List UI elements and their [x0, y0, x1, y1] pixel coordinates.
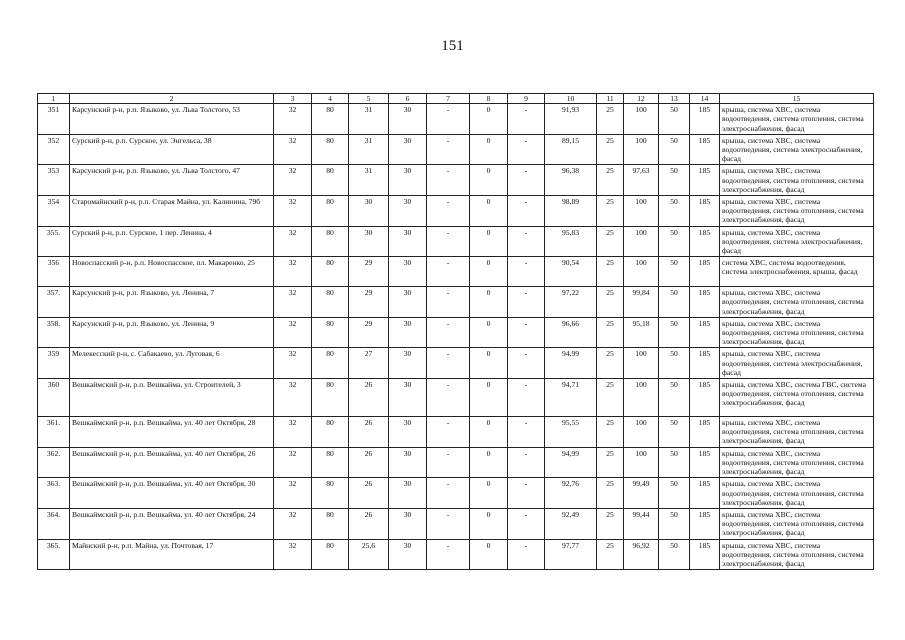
table-row	[38, 478, 874, 509]
value-cell: -	[427, 226, 470, 257]
value-cell: 0	[470, 508, 508, 539]
column-header: 10	[545, 94, 597, 104]
table-row	[38, 508, 874, 539]
value-cell: 100	[624, 348, 659, 379]
value-cell: 31	[349, 104, 389, 135]
column-header: 7	[427, 94, 470, 104]
value-cell: 50	[659, 539, 690, 570]
value-cell: 92,49	[545, 508, 597, 539]
row-number: 351	[38, 104, 70, 135]
address-cell: Карсунский р-н, р.п. Языково, ул. Льва Толстого, 47	[70, 165, 274, 196]
value-cell: 185	[690, 257, 720, 287]
address-cell: Сурский р-н, р.п. Сурское, ул. Энгельса, 38	[70, 134, 274, 165]
works-cell: крыша, система ХВС, система водоотведения, система электроснабжения, фасад	[720, 348, 874, 379]
row-number: 360	[38, 379, 70, 417]
value-cell: 185	[690, 104, 720, 135]
column-header: 9	[508, 94, 545, 104]
column-header: 2	[70, 94, 274, 104]
value-cell: 50	[659, 379, 690, 417]
value-cell: 90,54	[545, 257, 597, 287]
value-cell: 96,66	[545, 317, 597, 348]
value-cell: 32	[274, 539, 312, 570]
column-header: 15	[720, 94, 874, 104]
table-row	[38, 379, 874, 417]
value-cell: 26	[349, 417, 389, 448]
value-cell: -	[508, 447, 545, 478]
value-cell: 30	[389, 539, 427, 570]
value-cell: 99,84	[624, 287, 659, 318]
value-cell: 25	[597, 379, 624, 417]
value-cell: 32	[274, 379, 312, 417]
value-cell: 185	[690, 539, 720, 570]
value-cell: 100	[624, 134, 659, 165]
value-cell: -	[508, 539, 545, 570]
row-number: 362.	[38, 447, 70, 478]
value-cell: 31	[349, 165, 389, 196]
value-cell: 80	[312, 447, 349, 478]
row-number: 357.	[38, 287, 70, 318]
value-cell: 32	[274, 104, 312, 135]
value-cell: 80	[312, 478, 349, 509]
address-cell: Вешкаймский р-н, р.п. Вешкайма, ул. 40 лет Октября, 24	[70, 508, 274, 539]
table-row	[38, 104, 874, 135]
row-number: 353	[38, 165, 70, 196]
value-cell: 185	[690, 447, 720, 478]
value-cell: 25	[597, 104, 624, 135]
value-cell: -	[508, 287, 545, 318]
value-cell: -	[427, 317, 470, 348]
value-cell: 0	[470, 379, 508, 417]
value-cell: 185	[690, 317, 720, 348]
column-header: 3	[274, 94, 312, 104]
column-header: 12	[624, 94, 659, 104]
value-cell: 100	[624, 257, 659, 287]
column-header: 13	[659, 94, 690, 104]
value-cell: 50	[659, 348, 690, 379]
value-cell: 99,44	[624, 508, 659, 539]
value-cell: -	[508, 104, 545, 135]
column-header: 4	[312, 94, 349, 104]
value-cell: -	[508, 134, 545, 165]
works-cell: крыша, система ХВС, система водоотведения, система электроснабжения, фасад	[720, 226, 874, 257]
table-row	[38, 539, 874, 570]
value-cell: 26	[349, 447, 389, 478]
address-cell: Сурский р-н, р.п. Сурское, 1 пер. Ленина, 4	[70, 226, 274, 257]
value-cell: 50	[659, 317, 690, 348]
value-cell: 26	[349, 478, 389, 509]
row-number: 364.	[38, 508, 70, 539]
address-cell: Старомайнский р-н, р.п. Старая Майна, ул. Калинина, 79б	[70, 196, 274, 227]
value-cell: 29	[349, 287, 389, 318]
works-cell: крыша, система ХВС, система водоотведения, система отопления, система электроснабжения, фасад	[720, 478, 874, 509]
value-cell: 25	[597, 165, 624, 196]
value-cell: 80	[312, 257, 349, 287]
value-cell: 0	[470, 287, 508, 318]
value-cell: -	[427, 196, 470, 227]
value-cell: 26	[349, 379, 389, 417]
value-cell: 30	[389, 508, 427, 539]
value-cell: -	[508, 226, 545, 257]
value-cell: 50	[659, 447, 690, 478]
value-cell: 26	[349, 508, 389, 539]
works-cell: крыша, система ХВС, система водоотведения, система отопления, система электроснабжения, фасад	[720, 165, 874, 196]
value-cell: 94,99	[545, 348, 597, 379]
value-cell: 32	[274, 226, 312, 257]
value-cell: 80	[312, 508, 349, 539]
value-cell: -	[427, 134, 470, 165]
value-cell: 25	[597, 317, 624, 348]
address-cell: Вешкаймский р-н, р.п. Вешкайма, ул. Строителей, 3	[70, 379, 274, 417]
value-cell: -	[427, 348, 470, 379]
value-cell: 30	[389, 165, 427, 196]
value-cell: 100	[624, 104, 659, 135]
value-cell: 98,89	[545, 196, 597, 227]
value-cell: 96,38	[545, 165, 597, 196]
value-cell: 89,15	[545, 134, 597, 165]
value-cell: -	[508, 417, 545, 448]
row-number: 355.	[38, 226, 70, 257]
value-cell: 32	[274, 317, 312, 348]
column-header: 11	[597, 94, 624, 104]
value-cell: 30	[389, 317, 427, 348]
value-cell: -	[427, 447, 470, 478]
value-cell: 50	[659, 134, 690, 165]
address-cell: Вешкаймский р-н, р.п. Вешкайма, ул. 40 лет Октября, 26	[70, 447, 274, 478]
value-cell: 50	[659, 165, 690, 196]
works-cell: система ХВС, система водоотведения, система электроснабжения, крыша, фасад	[720, 257, 874, 287]
value-cell: 32	[274, 447, 312, 478]
value-cell: -	[508, 165, 545, 196]
value-cell: 100	[624, 226, 659, 257]
value-cell: -	[427, 417, 470, 448]
value-cell: 80	[312, 165, 349, 196]
value-cell: -	[508, 257, 545, 287]
value-cell: 50	[659, 287, 690, 318]
address-cell: Майнский р-н, р.п. Майна, ул. Почтовая, 17	[70, 539, 274, 570]
value-cell: 29	[349, 257, 389, 287]
value-cell: 30	[389, 417, 427, 448]
works-cell: крыша, система ХВС, система водоотведения, система отопления, система электроснабжения, фасад	[720, 539, 874, 570]
value-cell: 30	[349, 196, 389, 227]
value-cell: 25	[597, 478, 624, 509]
value-cell: 96,92	[624, 539, 659, 570]
repair-schedule-table	[37, 93, 874, 570]
value-cell: 100	[624, 196, 659, 227]
value-cell: -	[427, 287, 470, 318]
value-cell: -	[508, 379, 545, 417]
value-cell: -	[508, 317, 545, 348]
value-cell: 30	[389, 287, 427, 318]
value-cell: 25	[597, 508, 624, 539]
value-cell: 30	[389, 257, 427, 287]
works-cell: крыша, система ХВС, система водоотведения, система электроснабжения, фасад	[720, 134, 874, 165]
value-cell: 80	[312, 348, 349, 379]
value-cell: 30	[349, 226, 389, 257]
address-cell: Вешкаймский р-н, р.п. Вешкайма, ул. 40 лет Октября, 30	[70, 478, 274, 509]
works-cell: крыша, система ХВС, система водоотведения, система отопления, система электроснабжения, фасад	[720, 417, 874, 448]
value-cell: 0	[470, 134, 508, 165]
value-cell: 99,49	[624, 478, 659, 509]
column-header: 14	[690, 94, 720, 104]
value-cell: 50	[659, 508, 690, 539]
value-cell: 97,22	[545, 287, 597, 318]
value-cell: 32	[274, 134, 312, 165]
value-cell: 0	[470, 317, 508, 348]
value-cell: 25,6	[349, 539, 389, 570]
value-cell: 25	[597, 417, 624, 448]
value-cell: 0	[470, 165, 508, 196]
value-cell: 92,76	[545, 478, 597, 509]
address-cell: Вешкаймский р-н, р.п. Вешкайма, ул. 40 лет Октября, 28	[70, 417, 274, 448]
address-cell: Карсунский р-н, р.п. Языково, ул. Ленина, 7	[70, 287, 274, 318]
table-row	[38, 134, 874, 165]
row-number: 356	[38, 257, 70, 287]
value-cell: -	[427, 539, 470, 570]
address-cell: Новоспасский р-н, р.п. Новоспасское, пл. Макаренко, 25	[70, 257, 274, 287]
value-cell: 30	[389, 104, 427, 135]
value-cell: 27	[349, 348, 389, 379]
page-number: 151	[441, 38, 464, 54]
value-cell: 0	[470, 447, 508, 478]
value-cell: -	[427, 379, 470, 417]
value-cell: 50	[659, 104, 690, 135]
column-header: 1	[38, 94, 70, 104]
row-number: 354	[38, 196, 70, 227]
value-cell: -	[508, 478, 545, 509]
value-cell: 0	[470, 478, 508, 509]
works-cell: крыша, система ХВС, система водоотведения, система отопления, система электроснабжения, фасад	[720, 508, 874, 539]
value-cell: 30	[389, 348, 427, 379]
value-cell: 95,18	[624, 317, 659, 348]
value-cell: 50	[659, 226, 690, 257]
table-row	[38, 196, 874, 227]
value-cell: 80	[312, 379, 349, 417]
value-cell: 185	[690, 134, 720, 165]
value-cell: 0	[470, 348, 508, 379]
table-row	[38, 417, 874, 448]
value-cell: 94,99	[545, 447, 597, 478]
works-cell: крыша, система ХВС, система водоотведения, система отопления, система электроснабжения, фасад	[720, 447, 874, 478]
table-row	[38, 257, 874, 287]
value-cell: 30	[389, 478, 427, 509]
value-cell: 25	[597, 539, 624, 570]
value-cell: 80	[312, 317, 349, 348]
value-cell: 185	[690, 478, 720, 509]
value-cell: 25	[597, 134, 624, 165]
value-cell: 0	[470, 257, 508, 287]
value-cell: 95,83	[545, 226, 597, 257]
value-cell: 0	[470, 226, 508, 257]
table-row	[38, 226, 874, 257]
value-cell: 185	[690, 226, 720, 257]
table-row	[38, 165, 874, 196]
value-cell: 97,77	[545, 539, 597, 570]
value-cell: -	[427, 104, 470, 135]
value-cell: 94,71	[545, 379, 597, 417]
table-row	[38, 287, 874, 318]
value-cell: 32	[274, 348, 312, 379]
value-cell: 25	[597, 447, 624, 478]
value-cell: 32	[274, 508, 312, 539]
value-cell: 185	[690, 508, 720, 539]
address-cell: Карсунский р-н, р.п. Языково, ул. Льва Толстого, 53	[70, 104, 274, 135]
value-cell: 80	[312, 104, 349, 135]
value-cell: 80	[312, 134, 349, 165]
value-cell: 30	[389, 196, 427, 227]
value-cell: 25	[597, 257, 624, 287]
value-cell: 80	[312, 226, 349, 257]
row-number: 365.	[38, 539, 70, 570]
works-cell: крыша, система ХВС, система водоотведения, система отопления, система электроснабжения, фасад	[720, 317, 874, 348]
value-cell: 50	[659, 196, 690, 227]
value-cell: 100	[624, 417, 659, 448]
value-cell: 185	[690, 348, 720, 379]
value-cell: 30	[389, 134, 427, 165]
value-cell: 91,93	[545, 104, 597, 135]
value-cell: 32	[274, 257, 312, 287]
value-cell: 0	[470, 539, 508, 570]
value-cell: 32	[274, 417, 312, 448]
value-cell: 50	[659, 478, 690, 509]
value-cell: -	[427, 257, 470, 287]
value-cell: 95,55	[545, 417, 597, 448]
column-header: 5	[349, 94, 389, 104]
value-cell: -	[427, 508, 470, 539]
address-cell: Карсунский р-н, р.п. Языково, ул. Ленина, 9	[70, 317, 274, 348]
value-cell: 32	[274, 196, 312, 227]
works-cell: крыша, система ХВС, система водоотведения, система отопления, система электроснабжения, фасад	[720, 104, 874, 135]
value-cell: 0	[470, 104, 508, 135]
value-cell: 31	[349, 134, 389, 165]
value-cell: 185	[690, 379, 720, 417]
value-cell: 80	[312, 539, 349, 570]
column-header: 8	[470, 94, 508, 104]
value-cell: 30	[389, 379, 427, 417]
value-cell: 100	[624, 447, 659, 478]
value-cell: 29	[349, 317, 389, 348]
works-cell: крыша, система ХВС, система водоотведения, система отопления, система электроснабжения, фасад	[720, 287, 874, 318]
value-cell: 25	[597, 226, 624, 257]
row-number: 363.	[38, 478, 70, 509]
value-cell: -	[508, 348, 545, 379]
value-cell: 32	[274, 287, 312, 318]
value-cell: 185	[690, 287, 720, 318]
value-cell: 185	[690, 196, 720, 227]
value-cell: 97,63	[624, 165, 659, 196]
column-header: 6	[389, 94, 427, 104]
works-cell: крыша, система ХВС, система ГВС, система водоотведения, система отопления, система электроснабжения, фасад	[720, 379, 874, 417]
table-row	[38, 317, 874, 348]
row-number: 358.	[38, 317, 70, 348]
value-cell: -	[427, 478, 470, 509]
address-cell: Мелекесский р-н, с. Сабакаево, ул. Луговая, 6	[70, 348, 274, 379]
table-row	[38, 348, 874, 379]
value-cell: 80	[312, 417, 349, 448]
value-cell: 50	[659, 257, 690, 287]
value-cell: -	[508, 508, 545, 539]
value-cell: 30	[389, 447, 427, 478]
value-cell: 80	[312, 287, 349, 318]
value-cell: 32	[274, 478, 312, 509]
row-number: 359	[38, 348, 70, 379]
row-number: 361.	[38, 417, 70, 448]
value-cell: -	[508, 196, 545, 227]
value-cell: 50	[659, 417, 690, 448]
value-cell: 25	[597, 348, 624, 379]
value-cell: 32	[274, 165, 312, 196]
value-cell: 185	[690, 417, 720, 448]
table-header-row	[38, 94, 874, 104]
value-cell: 0	[470, 196, 508, 227]
row-number: 352	[38, 134, 70, 165]
value-cell: 80	[312, 196, 349, 227]
table-row	[38, 447, 874, 478]
value-cell: 185	[690, 165, 720, 196]
value-cell: 25	[597, 196, 624, 227]
value-cell: -	[427, 165, 470, 196]
value-cell: 0	[470, 417, 508, 448]
value-cell: 25	[597, 287, 624, 318]
works-cell: крыша, система ХВС, система водоотведения, система отопления, система электроснабжения, фасад	[720, 196, 874, 227]
value-cell: 100	[624, 379, 659, 417]
value-cell: 30	[389, 226, 427, 257]
